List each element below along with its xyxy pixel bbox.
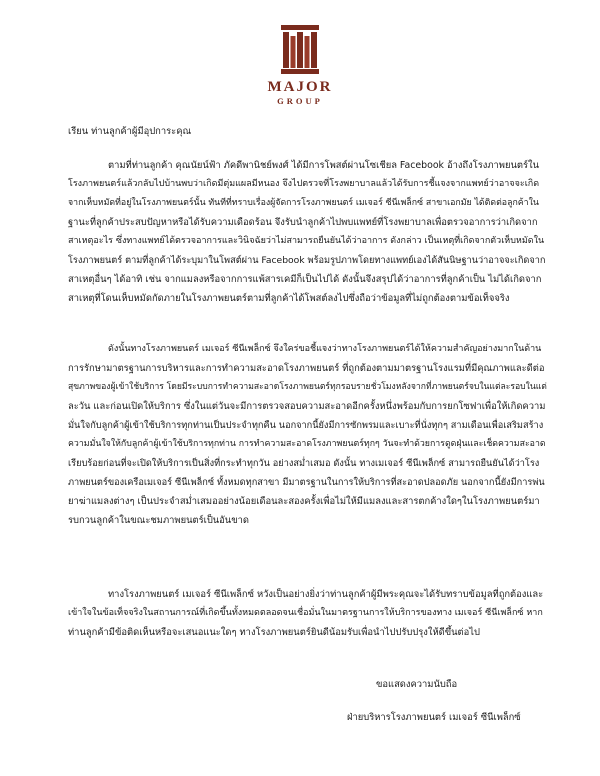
paragraph-line: มั่นใจกับลูกค้าผู้เข้าใช้บริการทุกท่านเป็นประจำทุกคืน นอกจากนี้ยังมีการซักพรมและเบาะที่นั่งทุกๆ สามเดือนเพื่อเสริมสร้าง [68,420,544,431]
paragraph-line: ทางโรงภาพยนตร์ เมเจอร์ ซีนีเพล็กซ์ หวังเป็นอย่างยิ่งว่าท่านลูกค้าผู้มีพระคุณจะได้รับทราบข้อมูลที่ถูกต้องและ [108,589,544,600]
paragraph-line: จากเห็บหมัดที่อยู่ในโรงภาพยนตร์นั้น ทันทีที่ทราบเรื่องผู้จัดการโรงภาพยนตร์ เมเจอร์ ซีนีเพล็กซ์ สาขาเอกมัย ได้ติดต่อลูกค้าใน [68,198,539,208]
paragraph-line: รบกวนลูกค้าในขณะชมภาพยนตร์เป็นอันขาด [68,515,249,526]
paragraph-1 [68,156,548,308]
closing-text: ขอแสดงความนับถือ [376,679,458,690]
brand-subtitle: GROUP [277,96,323,106]
paragraph-line: เรียบร้อยก่อนที่จะเปิดให้บริการเป็นสิ่งที่กระทำทุกวัน อย่างสม่ำเสมอ ดังนั้น ทางเมเจอร์ ซีนีเพล็กซ์ สามารถยืนยันได้ว่าโรง [68,458,540,469]
paragraph-line: ตามที่ท่านลูกค้า คุณนัยน์ฟ้า ภัคดีพานิชย์พงศ์ ได้มีการโพสต์ผ่านโซเชียล Facebook อ้างถึงโรงภาพยนตร์ใน [108,160,539,171]
paragraph-line: ละวัน และก่อนเปิดให้บริการ ซึ่งในแต่วันจะมีการตรวจสอบความสะอาดอีกครั้งหนึ่งพร้อมกับการยกโซฟาเพื่อให้เกิดความ [68,401,546,412]
paragraph-line: ฐานะที่ลูกค้าประสบปัญหาหรือได้รับความเดือดร้อน จึงรับนำลูกค้าไปพบแพทย์ที่โรงพยาบาลเพื่อตรวจอาการว่าเกิดจาก [68,217,538,228]
brand-name: MAJOR [267,79,333,95]
paragraph-2 [68,340,548,530]
signature-text: ฝ่ายบริหารโรงภาพยนตร์ เมเจอร์ ซีนีเพล็กซ์ [347,712,521,723]
paragraph-line: ภาพยนตร์ของเครือเมเจอร์ ซีนีเพล็กซ์ ทั้งหมดทุกสาขา มีมาตรฐานในการให้บริการที่สะอาดปลอดภัย นอกจากนี้ยังมีการพ่น [68,477,545,488]
paragraph-line: โรงภาพยนตร์แล้วกลับไปบ้านพบว่าเกิดมีตุ่มแผลมีหนอง จึงไปตรวจที่โรงพยาบาลแล้วได้รับการชี้แจงจากแพทย์ว่าอาจจะเกิด [68,179,540,189]
major-group-logo-icon [280,24,320,76]
paragraph-line: สาเหตุอะไร ซึ่งทางแพทย์ได้ตรวจอาการและวินิจฉัยว่าไม่สามารถยืนยันได้ว่าอาการ ดังกล่าว เป็นเหตุที่เกิดจากตัวเห็บหมัดใน [68,236,545,246]
paragraph-3 [68,585,548,642]
paragraph-line: ท่านลูกค้ามีข้อติดเห็นหรือจะเสนอแนะใดๆ ทางโรงภาพยนตร์ยินดีน้อมรับเพื่อนำไปปรับปรุงให้ดีขึ้นต่อไป [68,627,480,638]
major-group-logo [0,24,600,106]
paragraph-line: ความมั่นใจให้กับลูกค้าผู้เข้าใช้บริการทุกท่าน การทำความสะอาดโรงภาพยนตร์ทุกๆ วันจะทำด้วยการดูดฝุ่นและเช็ดความสะอาด [68,439,546,449]
paragraph-line: สาเหตุที่โดนเห็บหมัดกัดภายในโรงภาพยนตร์ตามที่ลูกค้าได้โพสต์ลงไปซึ่งถือว่าข้อมูลที่ไม่ถูกต้องตามข้อเท็จจริง [68,293,510,304]
paragraph-line: การรักษามาตรฐานการบริหารและการทำความสะอาดโรงภาพยนตร์ ที่ถูกต้องตามมาตรฐานโรงแรมที่มีคุณภาพและดีต่อ [68,363,545,374]
paragraph-line: เข้าใจในข้อเท็จจริงในสถานการณ์ที่เกิดขึ้นทั้งหมดตลอดจนเชื่อมั่นในมาตรฐานการให้บริการของทาง เมเจอร์ ซีนีเพล็กซ์ หาก [68,608,543,618]
paragraph-line: ดังนั้นทางโรงภาพยนตร์ เมเจอร์ ซีนีเพล็กซ์ จึงใคร่ขอชี้แจงว่าทางโรงภาพยนตร์ได้ให้ความสำคัญอย่างมากในด้าน [108,344,542,354]
salutation: เรียน ท่านลูกค้าผู้มีอุปการะคุณ [68,126,192,137]
paragraph-line: สาเหตุอื่นๆ ได้อาทิ เช่น จากแมลงหรือจากการแพ้สารเคมีก็เป็นไปได้ ดังนั้นจึงสรุปได้ว่าอาการที่ลูกค้าเป็น ไม่ได้เกิดจาก [68,274,542,285]
paragraph-line: โรงภาพยนตร์ ตามที่ลูกค้าได้ระบุมาในโพสต์ผ่าน Facebook พร้อมรูปภาพโดยทางแพทย์เองได้สันนิษฐานว่าอาจจะเกิดจาก [68,255,546,266]
paragraph-line: ยาฆ่าแมลงต่างๆ เป็นประจำสม่ำเสมออย่างน้อยเดือนละสองครั้งเพื่อไม่ให้มีแมลงและสารตกค้างใดๆในโรงภาพยนตร์มา [68,496,540,507]
paragraph-line: สุขภาพของผู้เข้าใช้บริการ โดยมีระบบการทำความสะอาดโรงภาพยนตร์ทุกรอบรายชั่วโมงหลังจากที่ภาพยนตร์จบในแต่ละรอบในแต่ [68,382,547,392]
